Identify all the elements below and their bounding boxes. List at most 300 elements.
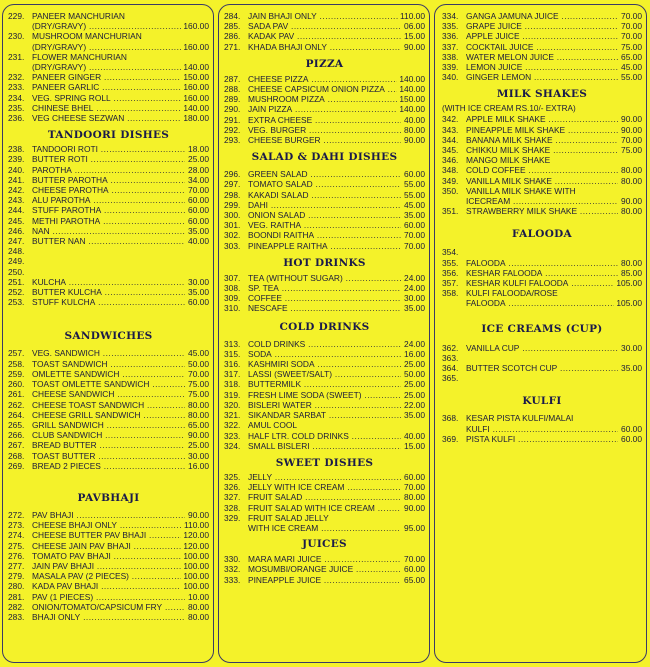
- menu-item-number: 253.: [8, 297, 25, 308]
- menu-item-name: LEMON JUICE .....: [466, 62, 618, 72]
- menu-item: [8, 348, 209, 358]
- menu-item-name: BREAD BUTTER .....: [32, 440, 185, 450]
- menu-item-name: TOMATO PAV BHAJI .....: [32, 551, 181, 561]
- menu-item-number: 288.: [224, 84, 241, 95]
- menu-item-number: 318.: [224, 379, 241, 390]
- menu-item-price: 70.00: [188, 368, 209, 379]
- menu-item-name: CLUB SANDWICH .....: [32, 430, 185, 440]
- menu-item-number: 269.: [8, 460, 25, 471]
- menu-item-number: 337.: [442, 41, 459, 52]
- menu-item-name: TOAST SANDWICH .....: [32, 359, 185, 369]
- menu-item-number: 344.: [442, 134, 459, 145]
- menu-item: [8, 195, 209, 205]
- section-title-tandoori: TANDOORI DISHES: [47, 129, 170, 142]
- menu-item-price: 140.00: [399, 84, 425, 95]
- menu-item-price: 40.00: [404, 114, 425, 125]
- menu-item: [224, 283, 425, 293]
- menu-item-number: 239.: [8, 154, 25, 165]
- menu-item: [8, 205, 209, 215]
- menu-item-number: 297.: [224, 179, 241, 190]
- menu-item-number: 281.: [8, 591, 25, 602]
- menu-item-number: 274.: [8, 530, 25, 541]
- menu-item-name: COLD COFFEE .....: [466, 165, 618, 175]
- menu-item-name: PINEAPPLE RAITHA .....: [248, 241, 401, 251]
- menu-item-number: 300.: [224, 210, 241, 221]
- menu-item-name: TOAST OMLETTE SANDWICH .....: [32, 379, 185, 389]
- menu-item-number: 321.: [224, 410, 241, 421]
- menu-item: [442, 72, 642, 82]
- menu-item-name: JELLY WITH ICE CREAM .....: [248, 482, 401, 492]
- menu-item-number: 350.: [442, 185, 459, 196]
- menu-item-price: 35.00: [404, 210, 425, 221]
- menu-item: [224, 135, 425, 145]
- menu-item-number: 275.: [8, 540, 25, 551]
- menu-item: [442, 247, 642, 257]
- menu-item-price: 160.00: [183, 41, 209, 52]
- menu-item: [8, 369, 209, 379]
- list-falooda: [442, 247, 642, 308]
- menu-item: [442, 155, 642, 165]
- menu-item-name: CHINESE BHEL .....: [32, 103, 181, 113]
- menu-item-price: 160.00: [183, 82, 209, 93]
- menu-item: [8, 21, 209, 31]
- menu-item: [442, 21, 642, 31]
- menu-item-number: 345.: [442, 145, 459, 156]
- menu-item: [8, 430, 209, 440]
- menu-item-name: LASSI (SWEET/SALT) .....: [248, 369, 401, 379]
- menu-item-number: 301.: [224, 220, 241, 231]
- menu-item-name: NAN .....: [32, 226, 185, 236]
- menu-item-name: PANEER MANCHURIAN: [32, 11, 125, 21]
- menu-item: [442, 206, 642, 216]
- list-sweet: [224, 472, 425, 533]
- menu-item: [224, 564, 425, 574]
- menu-item-number: 271.: [224, 41, 241, 52]
- menu-item-price: 90.00: [621, 196, 642, 207]
- menu-item-number: 273.: [8, 520, 25, 531]
- menu-item: [8, 510, 209, 520]
- menu-item-name: (DRY/GRAVY) .....: [32, 21, 181, 31]
- menu-item-price: 75.00: [188, 389, 209, 400]
- menu-item: [8, 11, 209, 21]
- menu-item-price: 60.00: [404, 564, 425, 575]
- section-title-sweet: SWEET DISHES: [275, 456, 374, 469]
- menu-item-price: 105.00: [616, 278, 642, 289]
- menu-item-name: TOAST BUTTER .....: [32, 451, 185, 461]
- menu-item-name: FRUIT SALAD .....: [248, 492, 401, 502]
- menu-item: [442, 258, 642, 268]
- menu-item-price: 150.00: [399, 94, 425, 105]
- menu-item: [442, 52, 642, 62]
- menu-item: [224, 273, 425, 283]
- section-title-hot-drinks: HOT DRINKS: [283, 256, 366, 269]
- menu-item-name: JELLY .....: [248, 472, 401, 482]
- menu-item: [8, 236, 209, 246]
- menu-item-number: 276.: [8, 550, 25, 561]
- menu-item-number: 326.: [224, 482, 241, 493]
- menu-item-number: 259.: [8, 368, 25, 379]
- menu-item: [8, 31, 209, 41]
- menu-item-name: FRUIT SALAD WITH ICE CREAM .....: [248, 503, 401, 513]
- menu-item-price: 06.00: [404, 21, 425, 32]
- menu-item-price: 25.00: [404, 379, 425, 390]
- menu-item-number: 325.: [224, 471, 241, 482]
- menu-item-number: 355.: [442, 257, 459, 268]
- menu-item-price: 70.00: [404, 240, 425, 251]
- menu-item: [224, 11, 425, 21]
- list-pavbhaji: [8, 510, 209, 622]
- menu-item-price: 70.00: [621, 11, 642, 21]
- menu-item: [224, 492, 425, 502]
- menu-item-name: BUTTERMILK .....: [248, 379, 401, 389]
- menu-item-price: 140.00: [399, 73, 425, 84]
- menu-item-price: 75.00: [188, 379, 209, 390]
- menu-item-number: 338.: [442, 51, 459, 62]
- menu-item-price: 75.00: [621, 41, 642, 52]
- menu-item-number: 286.: [224, 31, 241, 42]
- menu-item-price: 60.00: [188, 297, 209, 308]
- menu-item-name: ALU PAROTHA .....: [32, 195, 185, 205]
- menu-item: [8, 277, 209, 287]
- menu-item-number: 308.: [224, 283, 241, 294]
- menu-item: [442, 114, 642, 124]
- menu-item: [8, 82, 209, 92]
- menu-item: [8, 42, 209, 52]
- menu-item-number: 266.: [8, 430, 25, 441]
- menu-item-name: COCKTAIL JUICE .....: [466, 42, 618, 52]
- menu-item-price: 80.00: [404, 124, 425, 135]
- menu-item-price: 60.00: [621, 423, 642, 434]
- menu-item-number: 363.: [442, 352, 459, 363]
- menu-item-name: BUTTER NAN .....: [32, 236, 185, 246]
- milkshake-note: (WITH ICE CREAM RS.10/- EXTRA): [442, 104, 576, 114]
- menu-item-price: 160.00: [183, 21, 209, 32]
- menu-item-name: TOMATO SALAD .....: [248, 179, 401, 189]
- menu-item: [8, 551, 209, 561]
- menu-item: [8, 185, 209, 195]
- menu-item-price: 55.00: [621, 72, 642, 83]
- menu-item-name: PAV (1 PIECES) .....: [32, 592, 185, 602]
- menu-item: [224, 472, 425, 482]
- menu-item-number: 285.: [224, 21, 241, 32]
- menu-item-name: STRAWBERRY MILK SHAKE .....: [466, 206, 618, 216]
- menu-item: [224, 31, 425, 41]
- menu-item-name: MARA MARI JUICE .....: [248, 554, 401, 564]
- menu-item: [224, 200, 425, 210]
- menu-item-price: 80.00: [404, 492, 425, 503]
- menu-item-name: KAKADI SALAD .....: [248, 190, 401, 200]
- menu-item-name: KHADA BHAJI ONLY .....: [248, 42, 401, 52]
- menu-item-number: 249.: [8, 256, 25, 267]
- menu-item: [224, 125, 425, 135]
- menu-column-1: [2, 4, 214, 663]
- menu-item-name: CHEESE BUTTER PAV BHAJI .....: [32, 530, 181, 540]
- menu-item: [224, 359, 425, 369]
- menu-item-number: 272.: [8, 509, 25, 520]
- menu-item-price: 60.00: [621, 433, 642, 444]
- menu-item: [224, 420, 425, 430]
- menu-item-number: 358.: [442, 288, 459, 299]
- menu-item-name: FRUIT SALAD JELLY: [248, 512, 329, 523]
- menu-item-number: 230.: [8, 31, 25, 42]
- menu-item-number: 330.: [224, 554, 241, 565]
- menu-item: [8, 541, 209, 551]
- menu-item-price: 70.00: [621, 134, 642, 145]
- menu-item-number: 362.: [442, 342, 459, 353]
- menu-item: [442, 288, 642, 298]
- menu-item-price: 55.00: [404, 189, 425, 200]
- menu-item-name: GANGA JAMUNA JUICE .....: [466, 11, 618, 21]
- list-kulfi: [442, 413, 642, 444]
- section-title-salad: SALAD & DAHI DISHES: [251, 151, 398, 164]
- list-col1-top: [8, 11, 209, 123]
- menu-item-price: 16.00: [188, 460, 209, 471]
- menu-item: [442, 298, 642, 308]
- menu-item: [224, 190, 425, 200]
- menu-item: [442, 62, 642, 72]
- menu-item-number: 231.: [8, 51, 25, 62]
- menu-item: [8, 287, 209, 297]
- menu-item-name: WITH ICE CREAM .....: [248, 523, 401, 533]
- menu-item-name: BREAD 2 PIECES .....: [32, 461, 185, 471]
- menu-item-number: 290.: [224, 104, 241, 115]
- menu-item-number: 248.: [8, 246, 25, 257]
- menu-item-price: 120.00: [183, 540, 209, 551]
- menu-item-price: 50.00: [188, 358, 209, 369]
- menu-item-name: SP. TEA .....: [248, 283, 401, 293]
- menu-item: [224, 293, 425, 303]
- menu-item-number: 242.: [8, 185, 25, 196]
- menu-item: [442, 165, 642, 175]
- menu-item: [8, 389, 209, 399]
- menu-item-number: 334.: [442, 11, 459, 21]
- menu-item-price: 60.00: [188, 215, 209, 226]
- menu-item-price: 80.00: [621, 165, 642, 176]
- menu-item: [8, 256, 209, 266]
- menu-item-number: 236.: [8, 113, 25, 124]
- menu-item-number: 229.: [8, 11, 25, 21]
- menu-item: [8, 602, 209, 612]
- menu-item-name: FALOODA .....: [466, 298, 614, 308]
- menu-item: [8, 612, 209, 622]
- menu-item-name: OMLETTE SANDWICH .....: [32, 369, 185, 379]
- menu-item-name: GINGER LEMON .....: [466, 72, 618, 82]
- menu-item: [8, 72, 209, 82]
- menu-item: [442, 186, 642, 196]
- menu-item-price: 140.00: [399, 104, 425, 115]
- section-title-pavbhaji: PAVBHAJI: [77, 491, 140, 504]
- menu-item-price: 120.00: [183, 530, 209, 541]
- menu-item-name: CHEESE PAROTHA .....: [32, 185, 185, 195]
- menu-item-price: 70.00: [621, 31, 642, 42]
- menu-item-price: 35.00: [621, 363, 642, 374]
- menu-item: [224, 21, 425, 31]
- menu-item: [8, 113, 209, 123]
- menu-item-number: 265.: [8, 419, 25, 430]
- menu-item-number: 252.: [8, 287, 25, 298]
- menu-item-number: 268.: [8, 450, 25, 461]
- menu-item-price: 100.00: [183, 550, 209, 561]
- menu-item-name: CHEESE GRILL SANDWICH .....: [32, 410, 185, 420]
- menu-item-price: 45.00: [404, 199, 425, 210]
- menu-item-name: MUSHROOM MANCHURIAN: [32, 31, 142, 42]
- menu-item-name: BHAJI ONLY .....: [32, 612, 185, 622]
- section-title-falooda: FALOODA: [511, 228, 572, 241]
- menu-item-name: PINEAPPLE MILK SHAKE .....: [466, 125, 618, 135]
- menu-item-price: 30.00: [621, 342, 642, 353]
- menu-item: [224, 400, 425, 410]
- menu-item: [8, 410, 209, 420]
- menu-item-name: TEA (WITHOUT SUGAR) .....: [248, 273, 401, 283]
- menu-item-price: 70.00: [621, 21, 642, 32]
- list-col3-top: [442, 11, 642, 82]
- menu-item-name: PANEER GINGER .....: [32, 72, 181, 82]
- menu-item-number: 365.: [442, 373, 459, 384]
- menu-item-name: VEG. RAITHA .....: [248, 220, 401, 230]
- menu-item-name: VANILLA MILK SHAKE WITH: [466, 185, 576, 196]
- menu-item: [442, 196, 642, 206]
- menu-item-name: GRILL SANDWICH .....: [32, 420, 185, 430]
- menu-item: [442, 434, 642, 444]
- menu-item: [442, 278, 642, 288]
- menu-column-3: [434, 4, 647, 663]
- menu-item-price: 75.00: [621, 145, 642, 156]
- menu-item-name: PINEAPPLE JUICE .....: [248, 575, 401, 585]
- menu-item-number: 346.: [442, 155, 459, 166]
- menu-item-number: 351.: [442, 206, 459, 217]
- section-title-icecream: ICE CREAMS (CUP): [481, 322, 603, 335]
- menu-item-number: 323.: [224, 430, 241, 441]
- menu-item-price: 160.00: [183, 92, 209, 103]
- menu-item-number: 262.: [8, 399, 25, 410]
- menu-item: [8, 267, 209, 277]
- section-title-kulfi: KULFI: [522, 395, 562, 408]
- menu-item-name: ONION SALAD .....: [248, 210, 401, 220]
- menu-item: [442, 125, 642, 135]
- menu-item-number: 241.: [8, 174, 25, 185]
- menu-item-name: BISLERI WATER .....: [248, 400, 401, 410]
- menu-item-name: FRESH LIME SODA (SWEET) .....: [248, 390, 401, 400]
- menu-item: [224, 431, 425, 441]
- menu-item-price: 60.00: [188, 195, 209, 206]
- menu-item-number: 327.: [224, 492, 241, 503]
- menu-item-price: 90.00: [621, 124, 642, 135]
- menu-item-number: 260.: [8, 379, 25, 390]
- menu-item-name: STUFF KULCHA .....: [32, 297, 185, 307]
- menu-item: [8, 165, 209, 175]
- menu-item: [224, 410, 425, 420]
- menu-item: [224, 303, 425, 313]
- menu-item-name: PANEER GARLIC .....: [32, 82, 181, 92]
- menu-item-name: VEG. SANDWICH .....: [32, 348, 185, 358]
- menu-item-name: APPLE MILK SHAKE .....: [466, 114, 618, 124]
- menu-item-number: 339.: [442, 62, 459, 73]
- list-hot-drinks: [224, 273, 425, 314]
- menu-item-number: 243.: [8, 195, 25, 206]
- menu-item-price: 30.00: [404, 293, 425, 304]
- menu-item-price: 25.00: [188, 154, 209, 165]
- menu-item-price: 10.00: [188, 591, 209, 602]
- menu-item-number: 369.: [442, 433, 459, 444]
- menu-item: [8, 103, 209, 113]
- menu-item-name: FLOWER MANCHURIAN: [32, 51, 127, 62]
- menu-item-price: 90.00: [404, 41, 425, 52]
- menu-item-number: 245.: [8, 215, 25, 226]
- menu-item-price: 35.00: [188, 287, 209, 298]
- menu-item-price: 35.00: [404, 303, 425, 314]
- menu-item-name: CHEESE BURGER .....: [248, 135, 401, 145]
- menu-item-number: 282.: [8, 601, 25, 612]
- menu-item-price: 22.00: [404, 399, 425, 410]
- menu-item: [442, 363, 642, 373]
- menu-item-name: DAHI .....: [248, 200, 401, 210]
- menu-item: [8, 451, 209, 461]
- menu-item-name: KADA PAV BHAJI .....: [32, 581, 181, 591]
- menu-item-number: 328.: [224, 502, 241, 513]
- menu-item-price: 110.00: [184, 520, 209, 531]
- list-tandoori: [8, 144, 209, 307]
- menu-item-name: MASALA PAV (2 PIECES) .....: [32, 571, 181, 581]
- menu-item-number: 310.: [224, 303, 241, 314]
- menu-item-name: GREEN SALAD .....: [248, 169, 401, 179]
- menu-item-name: SMALL BISLERI .....: [248, 441, 401, 451]
- menu-item: [8, 144, 209, 154]
- menu-item-price: 25.00: [404, 389, 425, 400]
- menu-item-name: GRAPE JUICE .....: [466, 21, 618, 31]
- menu-item: [224, 575, 425, 585]
- menu-item: [8, 461, 209, 471]
- menu-item-number: 319.: [224, 389, 241, 400]
- menu-item-name: NESCAFE .....: [248, 303, 401, 313]
- menu-item-number: 247.: [8, 236, 25, 247]
- menu-item-name: CHEESE TOAST SANDWICH .....: [32, 400, 185, 410]
- menu-item-number: 307.: [224, 272, 241, 283]
- menu-item-price: 24.00: [404, 272, 425, 283]
- menu-item-name: KULFI .....: [466, 424, 618, 434]
- menu-item-name: JAIN PIZZA .....: [248, 104, 397, 114]
- menu-item: [224, 74, 425, 84]
- menu-item-price: 65.00: [188, 419, 209, 430]
- menu-item: [8, 359, 209, 369]
- menu-item-name: VEG. SPRING ROLL .....: [32, 93, 181, 103]
- menu-item-number: 349.: [442, 175, 459, 186]
- menu-item-price: 30.00: [188, 450, 209, 461]
- menu-item-number: 280.: [8, 581, 25, 592]
- menu-item-number: 296.: [224, 169, 241, 180]
- menu-item: [8, 246, 209, 256]
- menu-item-price: 35.00: [404, 410, 425, 421]
- menu-item-price: 65.00: [621, 51, 642, 62]
- menu-item-price: 55.00: [404, 179, 425, 190]
- menu-item-number: 299.: [224, 199, 241, 210]
- menu-item: [8, 440, 209, 450]
- menu-item-name: BUTTER SCOTCH CUP .....: [466, 363, 618, 373]
- list-pizza: [224, 74, 425, 145]
- menu-item-name: COLD DRINKS .....: [248, 339, 401, 349]
- menu-item-price: 80.00: [621, 206, 642, 217]
- menu-item-price: 16.00: [404, 348, 425, 359]
- menu-item-price: 40.00: [404, 430, 425, 441]
- menu-item: [8, 93, 209, 103]
- menu-item: [224, 482, 425, 492]
- menu-item-number: 316.: [224, 359, 241, 370]
- menu-item-number: 348.: [442, 165, 459, 176]
- menu-item-name: AMUL COOL: [248, 420, 298, 431]
- menu-item-number: 291.: [224, 114, 241, 125]
- menu-item-name: STUFF PAROTHA .....: [32, 205, 185, 215]
- menu-item-number: 317.: [224, 369, 241, 380]
- menu-item-price: 100.00: [183, 560, 209, 571]
